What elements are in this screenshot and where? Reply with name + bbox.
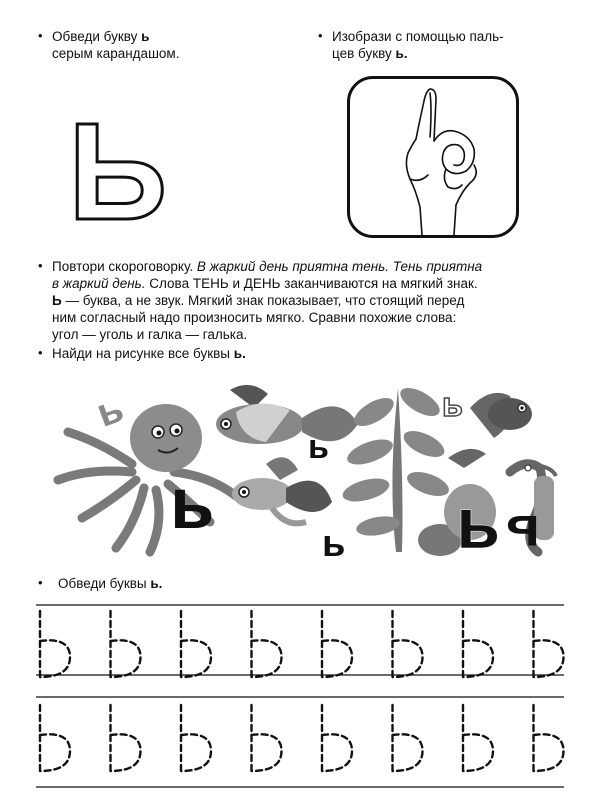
task5-text <box>58 575 162 592</box>
hidden-letter-6: ь <box>456 484 501 564</box>
task3-line3 <box>52 292 567 309</box>
tracing-area <box>30 597 570 797</box>
task4-text <box>52 345 246 362</box>
hidden-letter-2: ь <box>170 464 215 544</box>
hidden-letter-4: ь <box>322 523 346 565</box>
task3-twister-b: в жаркий день. <box>52 276 146 291</box>
trace-letter-r2-3[interactable] <box>181 705 211 771</box>
bullet-task5: • <box>38 575 43 590</box>
task3-line1 <box>52 258 567 275</box>
task1-letter: ь <box>141 29 150 44</box>
hidden-letters-illustration <box>40 372 560 567</box>
bullet-task4: • <box>38 345 43 360</box>
trace-letter-r2-1[interactable] <box>40 705 70 771</box>
task3-line3-letter: Ь <box>52 293 62 308</box>
task1-line1: Обведи букву <box>52 29 138 44</box>
fish-icon-top <box>216 385 358 444</box>
bullet-task3: • <box>38 258 43 273</box>
hidden-letter-1: ь <box>90 386 130 436</box>
task5-letter: ь. <box>150 576 163 591</box>
task3-line2 <box>52 275 567 292</box>
hand-gesture-frame <box>347 76 519 238</box>
trace-letter-r1-1[interactable] <box>40 611 70 677</box>
trace-row-2[interactable] <box>36 697 564 787</box>
task3-twister-a: В жаркий день приятна тень. Тень приятна <box>196 259 483 274</box>
trace-letter-r2-6[interactable] <box>393 705 423 771</box>
task3-line4: ним согласный надо произносить мягко. Сравни похожие слова: <box>52 310 457 325</box>
hidden-letter-5: ь <box>442 386 463 424</box>
trace-letter-r1-3[interactable] <box>181 611 211 677</box>
task3-line2-rest: Слова ТЕНЬ и ДЕНЬ заканчиваются на мягкий знак. <box>149 276 478 291</box>
trace-letter-r1-5[interactable] <box>322 611 352 677</box>
task4-letter: ь. <box>233 346 246 361</box>
outlined-soft-sign-letter: Ь <box>68 112 168 227</box>
hidden-letter-7: ь <box>505 504 540 567</box>
trace-letter-r1-2[interactable] <box>111 611 141 677</box>
hidden-letter-3: ь <box>308 428 329 466</box>
task1-text <box>52 28 179 62</box>
task2-line2: цев букву <box>332 46 392 61</box>
task3-paragraph <box>52 258 567 343</box>
trace-letter-r1-8[interactable] <box>534 611 564 677</box>
hand-gesture-icon <box>350 79 516 235</box>
task2-line1: Изобрази с помощью паль- <box>332 29 504 44</box>
trace-glyphs[interactable] <box>40 611 564 771</box>
trace-letter-r2-5[interactable] <box>322 705 352 771</box>
task3-line5: угол — уголь и галка — галька. <box>52 327 248 342</box>
fish-icon-bottom <box>232 457 332 523</box>
trace-letter-r1-6[interactable] <box>393 611 423 677</box>
task5-label: Обведи буквы <box>58 576 147 591</box>
task1-line2: серым карандашом. <box>52 46 180 61</box>
bullet-task2: • <box>318 28 323 43</box>
task2-letter: ь. <box>395 46 408 61</box>
trace-letter-r1-7[interactable] <box>463 611 493 677</box>
task3-line3-rest: — буква, а не звук. Мягкий знак показывает, что стоящий перед <box>65 293 465 308</box>
task4-label: Найди на рисунке все буквы <box>52 346 230 361</box>
trace-letter-r2-2[interactable] <box>111 705 141 771</box>
bullet-task1: • <box>38 28 43 43</box>
trace-letter-r1-4[interactable] <box>252 611 282 677</box>
task3-intro: Повтори скороговорку. <box>52 259 194 274</box>
outlined-soft-sign <box>66 112 196 227</box>
trace-letter-r2-8[interactable] <box>534 705 564 771</box>
trace-letter-r2-4[interactable] <box>252 705 282 771</box>
trace-letter-r2-7[interactable] <box>463 705 493 771</box>
task2-text <box>332 28 504 62</box>
